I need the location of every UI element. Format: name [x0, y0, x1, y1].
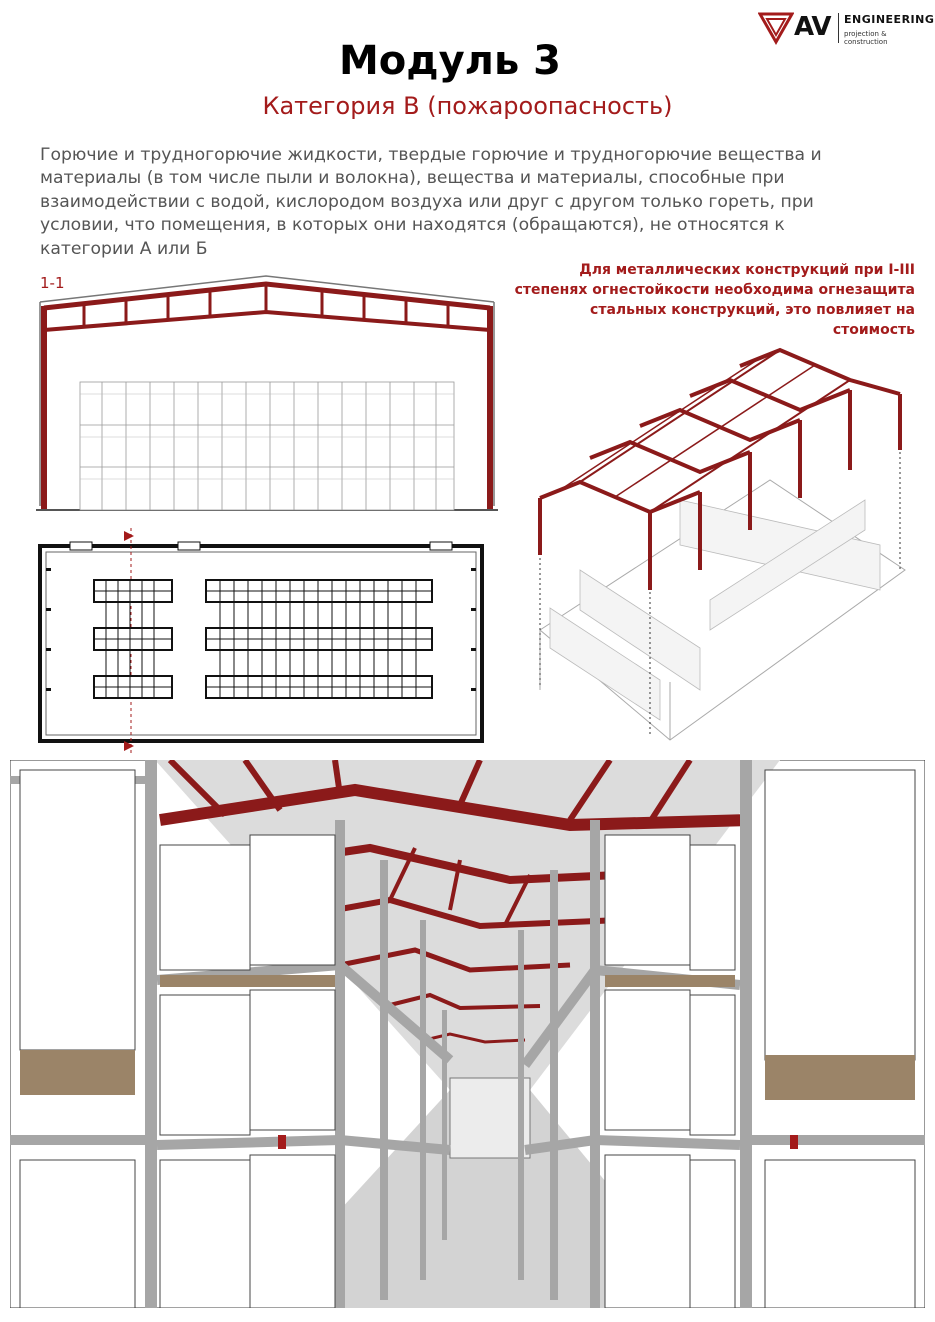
logo-brand: AV — [794, 12, 831, 42]
category-description: Горючие и трудногорючие жидкости, твердые горючие и трудногорючие вещества и материалы (в том числе пыли и волокна), вещества и материалы, способные при взаимодействии с водой, кислородом воздуха или друг с другом только гореть, при условии, что помещения, в которых они находятся (обращаются), не относятся к категории А или Б — [40, 145, 822, 259]
warehouse-interior-render — [10, 760, 925, 1308]
fire-protection-note: Для металлических конструкций при I-III степенях огнестойкости необходима огнезащита стальных конструкций, это повлияет на стоимость — [514, 262, 915, 338]
section-drawing — [36, 270, 498, 515]
plan-drawing — [30, 528, 492, 753]
axonometric-drawing — [520, 330, 920, 745]
section-label: 1-1 — [40, 274, 65, 292]
logo-name: ENGINEERING — [844, 13, 935, 26]
page-title: Модуль 3 — [338, 38, 561, 84]
logo-tagline: projection & construction — [844, 30, 888, 46]
page-subtitle: Категория В (пожароопасность) — [262, 92, 673, 120]
